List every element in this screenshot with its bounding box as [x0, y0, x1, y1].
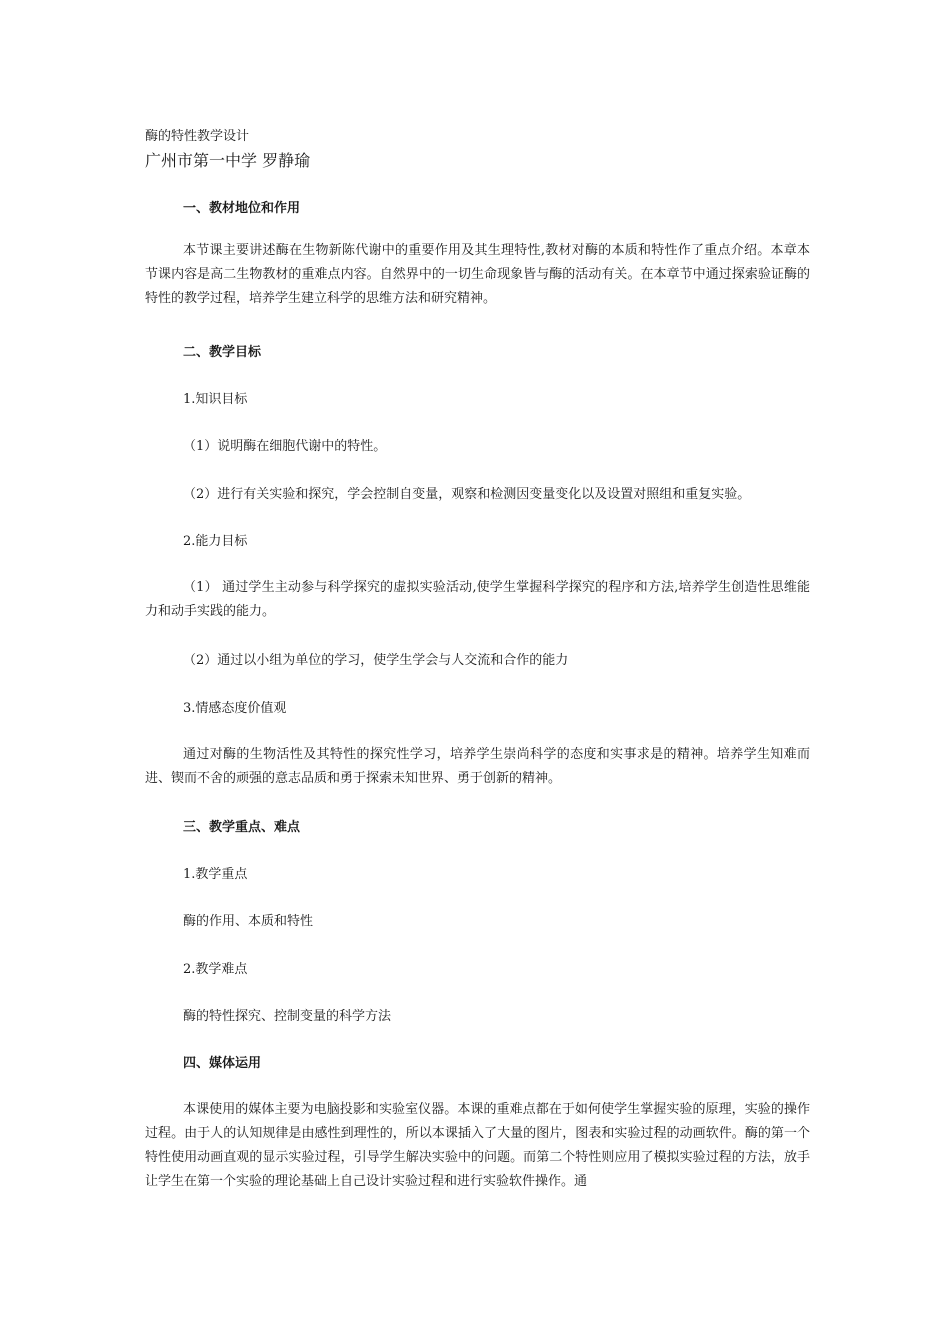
knowledge-goal-title: 1.知识目标 [183, 392, 248, 407]
section-heading-teaching-goals: 二、教学目标 [183, 345, 262, 360]
ability-goal-item-1: （1） 通过学生主动参与科学探究的虚拟实验活动,使学生掌握科学探究的程序和方法,培养学生创造性思维能力和动手实践的能力。 [145, 580, 810, 619]
ability-goal-item-2: （2）通过以小组为单位的学习，使学生学会与人交流和合作的能力 [183, 653, 569, 668]
knowledge-goal-item-2: （2）进行有关实验和探究，学会控制自变量，观察和检测因变量变化以及设置对照组和重复实验。 [183, 487, 751, 502]
section-heading-key-points: 三、教学重点、难点 [183, 820, 301, 835]
section-paragraph-media: 本课使用的媒体主要为电脑投影和实验室仪器。本课的重难点都在于如何使学生掌握实验的原理，实验的操作过程。由于人的认知规律是由感性到理性的，所以本课插入了大量的图片，图表和实验过程的动画软件。酶的第一个特性使用动画直观的显示实验过程，引导学生解决实验中的问题。而第二个特性则应用了模拟实验过程的方法，放手让学生在第一个实验的理论基础上自己设计实验过程和进行实验软件操作。通 [145, 1102, 810, 1189]
document-author: 广州市第一中学 罗静瑜 [145, 151, 311, 170]
key-point-text: 酶的作用、本质和特性 [183, 914, 314, 929]
attitude-goal-title: 3.情感态度价值观 [183, 701, 287, 716]
key-point-title: 1.教学重点 [183, 867, 248, 882]
difficult-point-text: 酶的特性探究、控制变量的科学方法 [183, 1009, 392, 1024]
section-paragraph-textbook-role: 本节课主要讲述酶在生物新陈代谢中的重要作用及其生理特性,教材对酶的本质和特性作了重点介绍。本章本节课内容是高二生物教材的重难点内容。自然界中的一切生命现象皆与酶的活动有关。在本章节中通过探索验证酶的特性的教学过程，培养学生建立科学的思维方法和研究精神。 [145, 243, 810, 306]
difficult-point-title: 2.教学难点 [183, 962, 248, 977]
document-page [145, 0, 810, 1344]
section-heading-textbook-role: 一、教材地位和作用 [183, 201, 301, 216]
section-heading-media: 四、媒体运用 [183, 1056, 262, 1071]
attitude-goal-text: 通过对酶的生物活性及其特性的探究性学习，培养学生崇尚科学的态度和实事求是的精神。培养学生知难而进、锲而不舍的顽强的意志品质和勇于探索未知世界、勇于创新的精神。 [145, 747, 810, 786]
document-title: 酶的特性教学设计 [145, 129, 250, 144]
ability-goal-title: 2.能力目标 [183, 534, 248, 549]
knowledge-goal-item-1: （1）说明酶在细胞代谢中的特性。 [183, 439, 387, 454]
